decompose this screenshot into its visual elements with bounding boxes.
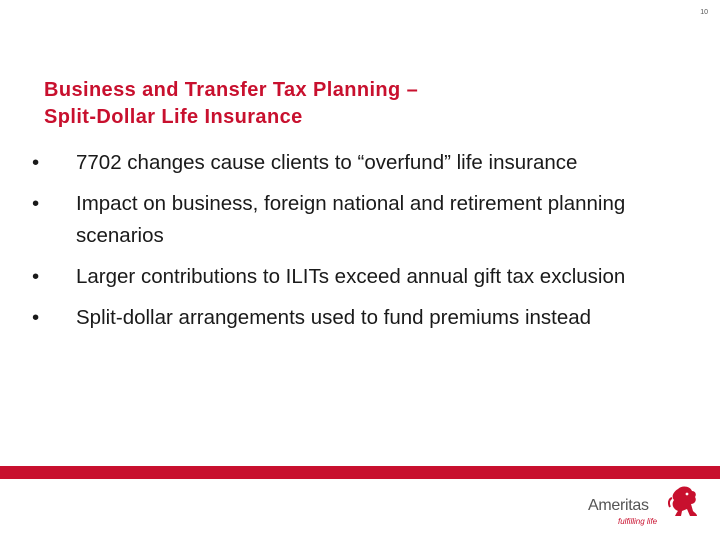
logo-wordmark: Ameritas [588, 497, 649, 514]
bullet-text: Impact on business, foreign national and retirement planning scenarios [76, 192, 626, 247]
slide-title-line-2: Split-Dollar Life Insurance [44, 106, 303, 128]
bullet-marker: • [32, 192, 40, 215]
bullet-item [32, 302, 682, 334]
bullet-text: Split-dollar arrangements used to fund premiums instead [76, 306, 592, 329]
bullet-list [32, 147, 682, 334]
bullet-item [32, 261, 682, 293]
lion-icon [668, 485, 698, 519]
bullet-text: Larger contributions to ILITs exceed annual gift tax exclusion [76, 265, 626, 288]
bullet-item [32, 147, 682, 179]
bullet-marker: • [32, 265, 40, 288]
slide-title-line-1: Business and Transfer Tax Planning – [44, 79, 419, 101]
footer-accent-bar [0, 466, 720, 479]
slide-title [44, 77, 644, 131]
ameritas-logo [588, 485, 700, 531]
bullet-item [32, 188, 682, 252]
logo-tagline: fulfilling life [618, 517, 658, 526]
slide-number: 10 [700, 9, 708, 16]
bullet-text: 7702 changes cause clients to “overfund” life insurance [76, 151, 578, 174]
bullet-marker: • [32, 306, 40, 329]
bullet-marker: • [32, 151, 40, 174]
